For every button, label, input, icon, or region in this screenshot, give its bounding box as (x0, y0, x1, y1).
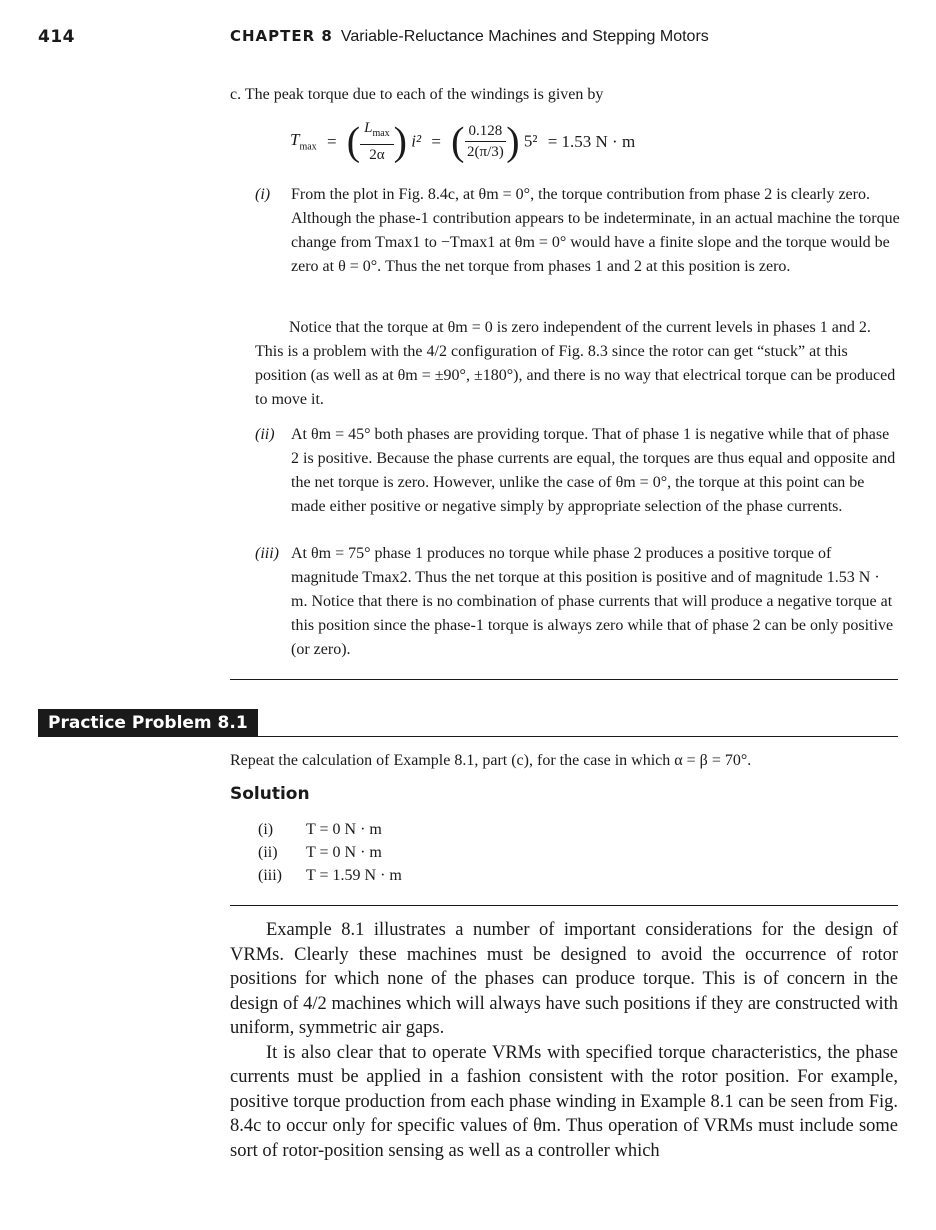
answer-label: (iii) (258, 867, 282, 884)
eq-f1-num: L (364, 120, 373, 136)
item-ii (255, 423, 900, 519)
answer-value: T = 0 N · m (306, 821, 382, 838)
eq-equals-1: = (326, 131, 337, 151)
eq-result: = 1.53 N · m (547, 131, 636, 151)
practice-problem-title: Practice Problem 8.1 (38, 709, 258, 737)
body-paragraph-2: It is also clear that to operate VRMs with specified torque characteristics, the phase currents must be applied in a fashion consistent with the rotor position. For example, positive torque production from each phase winding in Example 8.1 can be seen from Fig. 8.4c to occur only for specific values of θm. Thus operation of VRMs must include some sort of rotor-position sensing as well as a controller which (230, 1042, 898, 1161)
eq-fraction-2 (465, 121, 507, 162)
answer-row (258, 841, 402, 864)
solution-answers (258, 818, 402, 887)
item-iii-label: (iii) (255, 545, 279, 562)
item-i (255, 183, 900, 279)
body-paragraph-1: Example 8.1 illustrates a number of important considerations for the design of VRMs. Clearly these machines must be designed to avoid the occurrence of rotor positions for which none of the phases can produce torque. This is of concern in the design of 4/2 machines which will always have such positions if they are constructed with uniform, symmetric air gaps. (230, 920, 898, 1038)
notice-paragraph: Notice that the torque at θm = 0 is zero independent of the current levels in phases 1 and 2. This is a problem with the 4/2 configuration of Fig. 8.3 since the rotor can get “stuck” at this position (as well as at θm = ±90°, ±180°), and there is no way that electrical torque can be produced to move it. (255, 319, 896, 408)
item-i-text: From the plot in Fig. 8.4c, at θm = 0°, the torque contribution from phase 2 is clearly zero. Although the phase-1 contribution appears to be indeterminate, in an actual machine the torque change from Tmax1 to −Tmax1 at θm = 0° would have a finite slope and the torque would be zero at θ = 0°. Thus the net torque from phases 1 and 2 at this position is zero. (291, 186, 900, 275)
answer-row (258, 864, 402, 887)
part-c-intro: c. The peak torque due to each of the windings is given by (230, 86, 604, 103)
eq-five-squared: 5² (523, 131, 538, 151)
eq-lhs-sub: max (299, 141, 317, 153)
answer-value: T = 1.59 N · m (306, 867, 402, 884)
eq-f1-num-sub: max (372, 128, 390, 139)
answer-label: (ii) (258, 844, 278, 861)
item-ii-text: At θm = 45° both phases are providing torque. That of phase 1 is negative while that of phase 2 is positive. Because the phase currents are equal, the torques are thus equal and opposite and the net torque is zero. However, unlike the case of θm = 0°, the torque at this point can be made either positive or negative simply by appropriate selection of the phase currents. (291, 426, 896, 515)
eq-f1-den: 2α (369, 147, 385, 163)
peak-torque-equation (290, 118, 790, 176)
answer-label: (i) (258, 821, 274, 838)
page-number: 414 (38, 27, 75, 47)
eq-paren-close-2: ) (506, 118, 520, 164)
eq-paren-close: ) (393, 118, 407, 164)
practice-header-rule (258, 736, 898, 737)
eq-paren-open-2: ( (451, 118, 465, 164)
item-iii-text: At θm = 75° phase 1 produces no torque while phase 2 produces a positive torque of magnitude Tmax2. Thus the net torque at this position is positive and of magnitude 1.53 N · m. Notice that there is no combination of phase currents that will produce a negative torque at this position since the phase-1 torque is always zero while that of phase 2 can be only positive (or zero). (291, 545, 894, 658)
eq-f2-num: 0.128 (465, 121, 507, 142)
item-i-label: (i) (255, 186, 271, 203)
answer-value: T = 0 N · m (306, 844, 382, 861)
chapter-title: Variable-Reluctance Machines and Stepping Motors (340, 28, 709, 45)
eq-fraction-1 (360, 118, 394, 165)
eq-lhs: T (290, 130, 300, 150)
answer-row (258, 818, 402, 841)
eq-i-squared: i² (411, 131, 422, 151)
practice-end-rule (230, 905, 898, 906)
body-text (230, 918, 898, 1163)
example-end-rule (230, 679, 898, 680)
item-iii (255, 542, 900, 662)
practice-statement: Repeat the calculation of Example 8.1, part (c), for the case in which α = β = 70°. (230, 752, 752, 769)
eq-equals-2: = (431, 131, 441, 151)
solution-heading: Solution (230, 784, 310, 804)
eq-paren-open: ( (346, 118, 361, 164)
item-ii-label: (ii) (255, 426, 275, 443)
chapter-label: CHAPTER 8 (230, 27, 333, 45)
eq-f2-den: 2(π/3) (467, 144, 504, 160)
running-header (230, 27, 709, 46)
